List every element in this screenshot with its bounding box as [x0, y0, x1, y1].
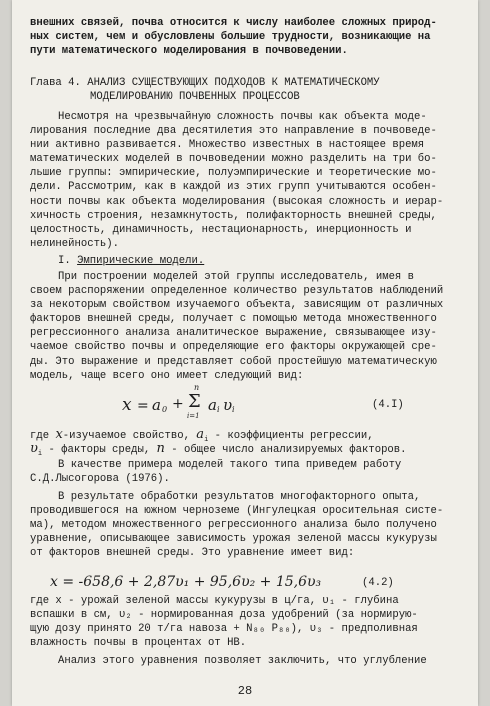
- text-line: влажность почвы в процентах от НВ.: [30, 637, 247, 650]
- equation-number: (4.I): [372, 399, 404, 411]
- text-line: модель, чаще всего оно имеет следующий вид:: [30, 369, 304, 382]
- text-line: льшие группы: эмпирические, полуэмпирические и теоретические мо-: [30, 167, 437, 180]
- symbol-v: υ: [30, 441, 38, 457]
- eq1-sum-sign: Σ: [188, 391, 201, 412]
- chapter-heading: [30, 76, 460, 104]
- eq1-a0: a: [152, 396, 161, 414]
- paragraph-3: [30, 458, 460, 486]
- intro-paragraph: [30, 16, 460, 58]
- eq2-legend: [30, 594, 460, 650]
- paragraph-1: [30, 110, 460, 251]
- text-line: пути математического моделирования в почвоведении.: [30, 45, 348, 58]
- text-line: математических моделей в почвоведении можно разделить на три бо-: [30, 153, 437, 166]
- text-line: Несмотря на чрезвычайную сложность почвы как объекта моде-: [58, 111, 427, 123]
- eq1-a0-sub: 0: [162, 405, 168, 414]
- eq1-term-a: a: [208, 396, 217, 414]
- text-line: С.Д.Лысогорова (1976).: [30, 473, 170, 486]
- legend-text: - коэффициенты регрессии,: [214, 430, 374, 442]
- text-line: проводившегося на южном черноземе (Ингулецкая оросительная систе-: [30, 505, 444, 518]
- section-number: I.: [58, 255, 71, 267]
- text-line: При построении моделей этой группы исследователь, имея в: [58, 271, 415, 283]
- equation-number: (4.2): [362, 577, 394, 589]
- text-line: вспашки в см, υ₂ - нормированная доза удобрений (за нормирую-: [30, 609, 418, 622]
- text-line: от факторов внешней среды. Это уравнение имеет вид:: [30, 547, 355, 560]
- section-title: Эмпирические модели.: [77, 255, 205, 267]
- text-line: хичность строения, незамкнутость, полифакторность внешней среды,: [30, 209, 437, 222]
- text-line: своем распоряжении определенное количество результатов наблюдений: [30, 285, 444, 298]
- text-line: внешних связей, почва относится к числу наиболее сложных природ-: [30, 17, 437, 29]
- section-heading: [30, 254, 460, 268]
- eq1-term-a-sub: i: [217, 405, 220, 414]
- paragraph-5: [30, 654, 460, 668]
- text-line: нелинейность).: [30, 237, 120, 250]
- eq1-lhs: x: [122, 395, 132, 415]
- paragraph-4: [30, 490, 460, 560]
- text-line: целостность, динамичность, нестационарность, инерционность и: [30, 223, 412, 236]
- text-line: ды. Это выражение и представляет собой простейшую математическую: [30, 355, 437, 368]
- symbol-x: x: [55, 427, 63, 442]
- text-line: дели. Рассмотрим, как в каждой из этих групп учитываются особен-: [30, 181, 437, 194]
- text-line: факторов внешней среды, получает с помощью метода множественного: [30, 313, 437, 326]
- text-line: ма), методом множественного регрессионного анализа было получено: [30, 519, 437, 532]
- eq1-plus: +: [172, 396, 184, 412]
- eq1-sum-top: n: [194, 383, 200, 392]
- text-line: ных систем, чем и обусловлены большие трудности, возникающие на: [30, 31, 431, 44]
- paragraph-2: [30, 270, 460, 383]
- symbol-sub: i: [37, 450, 43, 459]
- text-line: ности почвы как объекта моделирования (высокая сложность и иерар-: [30, 195, 444, 208]
- chapter-heading-line-1: Глава 4. АНАЛИЗ СУЩЕСТВУЮЩИХ ПОДХОДОВ К МАТЕМАТИЧЕСКОМУ: [30, 77, 380, 89]
- text-line: где x - урожай зеленой массы кукурузы в ц/га, υ₁ - глубина: [30, 595, 399, 607]
- text-line: регрессионного анализа аналитическое выражение, связывающее изу-: [30, 327, 437, 340]
- text-line: лирования последние два десятилетия это направление в почвоведе-: [30, 125, 437, 138]
- eq1-sum-bottom: i=1: [187, 412, 200, 420]
- symbol-a: a: [196, 427, 205, 442]
- eq1-term-v-sub: i: [232, 405, 235, 414]
- legend-text: - факторы среды,: [48, 444, 151, 457]
- chapter-heading-line-2: МОДЕЛИРОВАНИЮ ПОЧВЕННЫХ ПРОЦЕССОВ: [90, 91, 300, 103]
- text-line: щую дозу принято 20 т/га навоза + N₈₀ P₈₀), υ₃ - предполивная: [30, 623, 418, 636]
- where-word: где: [30, 430, 50, 442]
- legend-text: -изучаемое свойство,: [62, 430, 190, 442]
- text-line: чаемое свойство почвы и определяющие его факторы окружающей сре-: [30, 341, 437, 354]
- text-line: уравнение, описывающее зависимость урожая зеленой массы кукурузы: [30, 533, 437, 546]
- text-line: нии активно развивается. Множество известных в настоящее время: [30, 139, 425, 152]
- text-line: В качестве примера моделей такого типа приведем работу: [58, 459, 402, 471]
- symbol-sub: i: [204, 436, 209, 445]
- symbol-n: n: [156, 441, 165, 457]
- eq2-text: x = -658,6 + 2,87υ₁ + 95,6υ₂ + 15,6υ₃: [50, 574, 322, 590]
- text-line: В результате обработки результатов многофакторного опыта,: [58, 491, 421, 503]
- eq1-term-v: υ: [223, 396, 233, 414]
- legend-text: - общее число анализируемых факторов.: [171, 444, 407, 457]
- document-page: внешних связей, почва относится к числу наиболее сложных природ- ных систем, чем и обусловлены большие трудности, возникающие на пути математического моделирования в почвоведении. Глава 4. АНАЛИЗ СУЩЕСТВУЮЩИХ ПОДХОДОВ К МАТЕМАТИЧЕСКОМУ МОДЕЛИРОВАНИЮ ПОЧВЕННЫХ ПРОЦЕССОВ Несмотря на чрезвычайную сложность почвы как объекта моде- лирования последние два десятилетия это направление в почвоведе- нии активно развивается. Множество известных в настоящее время математических моделей в почвоведении можно разделить на три бо- льшие группы: эмпирические, полуэмпирические и теоретические мо- дели. Рассмотрим, как в каждой из этих групп учитываются особен- ности почвы как объекта моделирования (высокая сложность и иерар- хичность строения, незамкнутость, полифакторность внешней среды, целостность, динамичность, нестационарность, инерционность и нелинейность). I. Эмпирические модели. При построении моделей этой группы исследователь, имея в своем распоряжении определенное количество результатов наблюдений за некоторым свойством изучаемого объекта, зависящим от различных факторов внешней среды, получает с помощью метода множественного регрессионного анализа аналитическое выражение, связывающее изу- чаемое свойство почвы и определяющие его факторы окружающей сре- ды. Это выражение и представляет собой простейшую математическую модель, чаще всего оно имеет следующий вид: x = a 0 + n Σ i=1 a i υ i (4.I) где x-изучаемое свойство, $a_i$ - коэффициенты регрессии, $\upsilon_i$ - факторы среды, n - общее число анализируемых факторов. В качестве примера моделей такого типа приведем работу С.Д.Лысогорова (1976). В результате обработки результатов многофакторного опыта, проводившегося на южном черноземе (Ингулецкая оросительная систе- ма), методом множественного регрессионного анализа было получено уравнение, описывающее зависимость урожая зеленой массы кукурузы от факторов внешней среды. Это уравнение имеет вид: x = -658,6 + 2,87υ₁ + 95,6υ₂ + 15,6υ₃ (4.2) где x - урожай зеленой массы кукурузы в ц/га, υ₁ - глубина вспашки в см, υ₂ - нормированная доза удобрений (за нормирую- щую дозу принято 20 т/га навоза + N₈₀ P₈₀), υ₃ - предполивная влажность почвы в процентах от НВ. Анализ этого уравнения позволяет заключить, что углубление 28: [12, 0, 478, 706]
- eq1-legend: [30, 427, 460, 459]
- text-line: за некоторым свойством изучаемого объекта, зависящим от различных: [30, 299, 444, 312]
- text-line: Анализ этого уравнения позволяет заключить, что углубление: [58, 655, 427, 667]
- page-number: 28: [237, 684, 253, 698]
